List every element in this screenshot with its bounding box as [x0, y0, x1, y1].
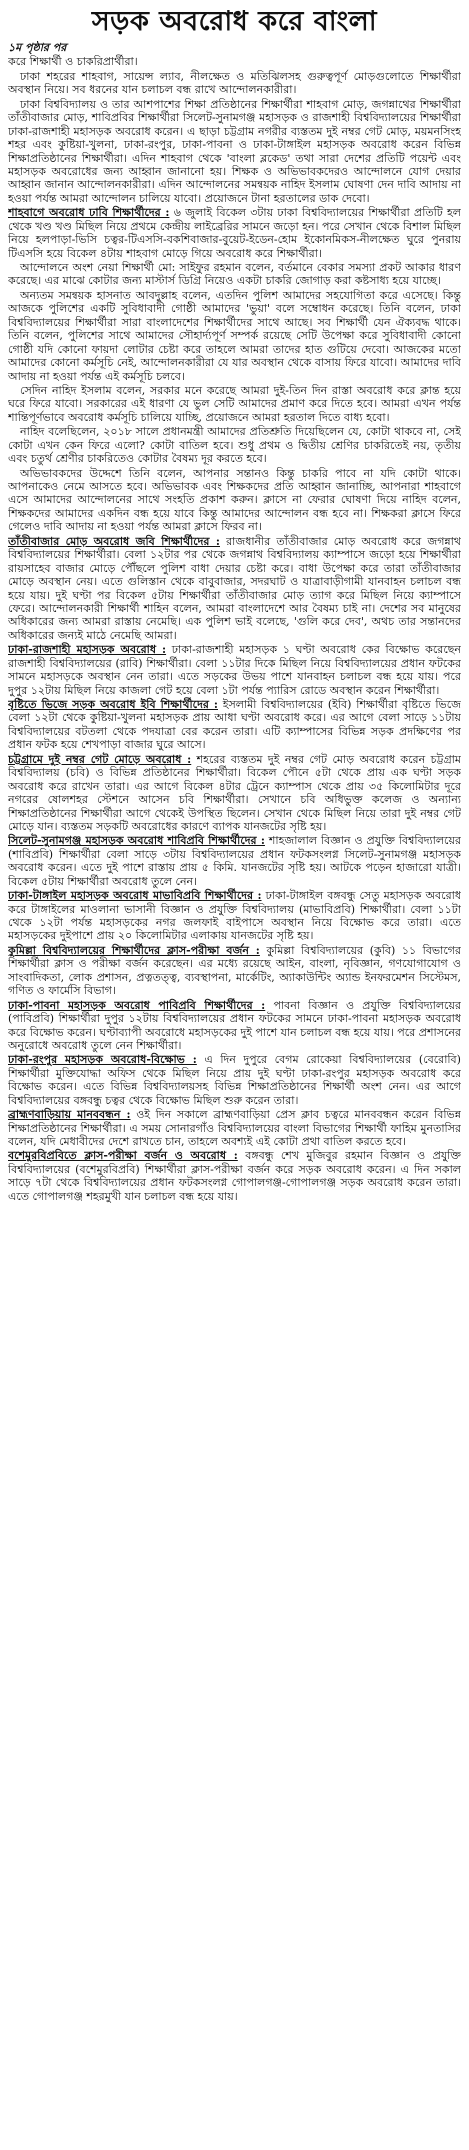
paragraph: ঢাকা বিশ্ববিদ্যালয় ও তার আশপাশের শিক্ষা প্রতিষ্ঠানের শিক্ষার্থীরা শাহবাগ মোড়, জগন্নাথের শিক্ষার্থীরা তাঁতীবাজার মোড়, শাবিপ্রবির শিক্ষার্থীরা সিলেট-সুনামগঞ্জ মহাসড়ক ও রাজশাহী বিশ্ববিদ্যালয়ের শিক্ষার্থীরা ঢাকা-রাজশাহী মহাসড়ক অবরোধ করেন। এ ছাড়া চট্টগ্রাম নগরীর ব্যস্ততম দুই নম্বর গেট মোড়, ময়মনসিংহ শহর এবং কুষ্টিয়া-খুলনা, ঢাকা-রংপুর, ঢাকা-পাবনা ও ঢাকা-টাঙ্গাইল মহাসড়ক অবরোধ করেন বিভিন্ন শিক্ষাপ্রতিষ্ঠানের শিক্ষার্থীরা। এদিন শাহবাগ থেকে 'বাংলা ব্লকেড' তথা সারা দেশের প্রতিটি পয়েন্ট এবং মহাসড়ক অবরোধের জন্য আহ্বান জানানো হয়। শিক্ষক ও অভিভাবকদেরও আন্দোলনে যোগ দেয়ার আহ্বান জানান আন্দোলনকারীরা। এদিন আন্দোলনের সমন্বয়ক নাহিদ ইসলাম ঘোষণা দেন দাবি আদায় না হওয়া পর্যন্ত আমরা আন্দোলন চালিয়ে যাবো। প্রয়োজনে টানা হরতালের ডাক দেবো। — [8, 97, 461, 205]
article-body — [8, 41, 461, 1204]
section-mbstu — [8, 889, 461, 943]
paragraph: বিশ্ববিদ্যালয়ের (বেরোবি) শিক্ষার্থীরা মুক্তিযোদ্ধা অফিস থেকে মিছিল নিয়ে প্রায় দুই ঘণ্টা ঢাকা-রংপুর মহাসড়ক অবরোধ করে বিক্ষোভ করেন। এতে বিভিন্ন বিশ্ববিদ্যালয়সহ বিভিন্ন শিক্ষাপ্রতিষ্ঠানের শিক্ষার্থী অংশ নেন। এর আগে বিশ্ববিদ্যালয়ের বঙ্গবন্ধু চত্বর থেকে বিক্ষোভ মিছিল শুরু করেন তারা। — [8, 1053, 461, 1107]
subheading: সিলেট-সুনামগঞ্জ মহাসড়ক অবরোধ শাবিপ্রবি শিক্ষার্থীদের : — [8, 834, 265, 848]
subheading-lead: এ দিন দুপুরে বেগম রোকেয়া — [204, 1053, 342, 1067]
subheading: শাহবাগে অবরোধ ঢাবি শিক্ষার্থীদের : — [8, 206, 170, 220]
paragraph: বিজ্ঞান ও প্রযুক্তি বিশ্ববিদ্যালয়ের (বশেমুরবিপ্রবি) শিক্ষার্থীরা ক্লাস-পরীক্ষা বর্জন করে সড়ক অবরোধ করেন। এ দিন সকাল সাড়ে ৭টা থেকে বিশ্ববিদ্যালয়ের প্রধান ফটকসংলগ্ন গোপালগঞ্জ-গোপালগঞ্জ সড়ক অবরোধ করেন তারা। এতে গোপালগঞ্জ শহরমুখী যান চলাচল বন্ধ হয়ে যায়। — [8, 1149, 461, 1203]
subheading: ঢাকা-রংপুর মহাসড়ক অবরোধ-বিক্ষোভ : — [8, 1053, 197, 1067]
subheading-lead: ওই দিন সকালে ব্রাহ্মণবাড়িয়া প্রেস ক্লাব চত্বরে — [136, 1108, 349, 1122]
subheading-lead: ঢাকা-রাজশাহী মহাসড়ক ১ ঘণ্টা অবরোধ — [171, 643, 356, 657]
paragraph: সেদিন নাহিদ ইসলাম বলেন, সরকার মনে করেছে আমরা দুই-তিন দিন রাস্তা অবরোধ করে ক্লান্ত হয়ে ঘরে ফিরে যাবো। সরকারের এই ধারণা যে ভুল সেটি আমাদের প্রমাণ করে দিতে হবে। আমরা এখন পর্যন্ত শান্তিপূর্ণভাবে অবরোধ কর্মসূচি চালিয়ে যাচ্ছি, প্রয়োজনে আমরা হরতাল দিতে বাধ্য হবো। — [8, 383, 461, 424]
paragraph: আন্দোলনে অংশ নেয়া শিক্ষার্থী মো: সাইফুর রহমান বলেন, বর্তমানে বেকার সমস্যা প্রকট আকার ধারণ করেছে। এর মাঝে কোটার জন্য মাস্টার্স ডিগ্রি নিয়েও একটা চাকরি জোগাড় করা কষ্টসাধ্য হয়ে যাচ্ছে। — [8, 261, 461, 288]
continuation-label: ১ম পৃষ্ঠার পর — [8, 41, 67, 54]
paragraph: বঙ্গবন্ধু সেতু মহাসড়ক অবরোধ করে টাঙ্গাইলের মাওলানা ভাসানী বিজ্ঞান ও প্রযুক্তি বিশ্ববিদ্যালয় (মাভাবিপ্রবি) শিক্ষার্থীরা। বেলা ১১টা থেকে ১২টা পর্যন্ত মহাসড়কের নগর জলফাই বাইপাসে অবস্থান নিয়ে বিক্ষোভ করে তারা। এতে মহাসড়কের দুইপাশে প্রায় ২০ কিলোমিটার এলাকায় যানজটের সৃষ্টি হয়। — [8, 889, 461, 943]
section-bsmrstu — [8, 1149, 461, 1203]
paragraph: অভিভাবকদের উদ্দেশে তিনি বলেন, আপনার সন্তানও কিন্তু চাকরি পাবে না যদি কোটা থাকে। আপনাকেও নেমে আসতে হবে। অভিভাবক এবং শিক্ষকদের প্রতি আহ্বান জানাচ্ছি, আপনারা শাহবাগে এসে আমাদের আন্দোলনের সাথে সংহতি প্রকাশ করুন। ক্লাসে না ফেরার ঘোষণা দিয়ে নাহিদ বলেন, শিক্ষকদের আমাদের একদিন বন্ধ হয়ে যাবে কিন্তু আমাদের আন্দোলন বন্ধ হবে না। শিক্ষকরা ক্লাসে ফিরে গেলেও দাবি আদায় না হওয়া পর্যন্ত আমরা ক্লাসে ফিরব না। — [8, 466, 461, 534]
subheading: ব্রাহ্মণবাড়িয়ায় মানববন্ধন : — [8, 1108, 131, 1122]
paragraph: (কুবি) ১১ বিভাগের শিক্ষার্থীরা ক্লাস ও পরীক্ষা বর্জন করেছেন। এর মধ্যে রয়েছে আইন, বাংলা, নৃবিজ্ঞান, গণযোগাযোগ ও সাংবাদিকতা, লোক প্রশাসন, প্রত্নতত্ত্ব, ব্যবস্থাপনা, মার্কেটিং, অ্যাকাউন্টিং অ্যান্ড ইনফরমেশন সিস্টেমস, গণিত ও ফার্মেসি বিভাগ। — [8, 943, 461, 998]
section-ctg — [8, 753, 461, 834]
subheading-lead: ঢাকা-টাঙ্গাইল — [265, 889, 324, 903]
paragraph: নাহিদ বলেছিলেন, ২০১৮ সালে প্রধানমন্ত্রী আমাদের প্রতিশ্রুতি দিয়েছিলেন যে, কোটা থাকবে না, সেই কোটা এখন কেন ফিরে এলো? কোটা বাতিল হবে। শুধু প্রথম ও দ্বিতীয় শ্রেণির চাকরিতেই নয়, তৃতীয় এবং চতুর্থ শ্রেণীর চাকরিতেও কোটার বৈষম্য দূর করতে হবে। — [8, 425, 461, 466]
paragraph: বিশ্ববিদ্যালয় (চবি) ও বিভিন্ন প্রতিষ্ঠানের শিক্ষার্থীরা। বিকেল পৌনে ৫টা থেকে প্রায় এক ঘণ্টা সড়ক অবরোধ করে রাখেন তারা। এর আগে বিকেল ৪টার ট্রেনে ক্যাম্পাস থেকে প্রায় ৩৫ কিলোমিটার দূরে নগরের ষোলশহর স্টেশনে আসেন চবি শিক্ষার্থীরা। সেখানে চবি অধিভুক্ত কলেজ ও অন্যান্য শিক্ষাপ্রতিষ্ঠানের শিক্ষার্থীরা আগে থেকেই উপস্থিত ছিলেন। সেখান থেকে মিছিল নিয়ে তারা দুই নম্বর গেট মোড়ে যান। ব্যস্ততম সড়কটি অবরোধের কারণে ব্যাপক যানজটের সৃষ্টি হয়। — [8, 766, 461, 833]
subheading: কুমিল্লা বিশ্ববিদ্যালয়ের শিক্ষার্থীদের ক্লাস-পরীক্ষা বর্জন : — [8, 943, 260, 957]
headline: সড়ক অবরোধ করে বাংলা — [91, 6, 378, 37]
subheading: ঢাকা-টাঙ্গাইল মহাসড়ক অবরোধ মাভাবিপ্রবি শিক্ষার্থীদের : — [8, 889, 262, 903]
paragraph: বিশ্ববিদ্যালয়ের শিক্ষার্থীরা। বেলা ১২টার পর থেকে জগন্নাথ বিশ্ববিদ্যালয় ক্যাম্পাসে জড়ো হয়ে শিক্ষার্থীরা রায়সাহেব বাজার মোড়ে পৌঁছলে পুলিশ বাধা দেয়ার চেষ্টা করে। বাধা উপেক্ষা করে তারা তাঁতীবাজার মোড়ে অবস্থান নেয়। এতে গুলিস্তান থেকে বাবুবাজার, সদরঘাট ও যাত্রাবাড়ীগামী যানবাহন চলাচল বন্ধ হয়ে যায়। দুই ঘণ্টা পর বিকেল ৫টায় শিক্ষার্থীরা তাঁতীবাজার মোড় ত্যাগ করে মিছিল নিয়ে ক্যাম্পাসে ফেরে। আন্দোলনকারী শিক্ষার্থী শাহিন বলেন, আমরা বাংলাদেশে আর বৈষম্য চাই না। দেশের সব মানুষের অধিকারের জন্য আমরা রাস্তায় নেমেছি। এক পুলিশ ভাই বলেছে, 'গুলি করে দেব', অথচ তার সন্তানদের অধিকারের জন্যই মাঠে নেমেছি আমরা। — [8, 548, 461, 642]
subheading: ঢাকা-রাজশাহী মহাসড়ক অবরোধ : — [8, 643, 167, 657]
section-brur — [8, 1053, 461, 1107]
paragraph: ও প্রযুক্তি বিশ্ববিদ্যালয়ের (শাবিপ্রবি) শিক্ষার্থীরা বেলা সাড়ে ৩টায় বিশ্ববিদ্যালয়ের প্রধান ফটকসংলগ্ন সিলেট-সুনামগঞ্জ মহাসড়ক অবরোধ করেন। এতে দুই পাশে রাস্তায় প্রায় ৫ কিমি. যানজটের সৃষ্টি হয়। আটকে পড়েন হাজারো যাত্রী। বিকেল ৫টায় শিক্ষার্থীরা অবরোধ তুলে নেন। — [8, 834, 461, 888]
subheading: চট্টগ্রামে দুই নম্বর গেট মোড়ে অবরোধ : — [8, 752, 192, 766]
subheading-lead: শহরের ব্যস্ততম দুই নম্বর গেট মোড় অবরোধ করেন চট্টগ্রাম — [196, 752, 461, 766]
subheading: বৃষ্টিতে ভিজে সড়ক অবরোধ ইবি শিক্ষার্থীদের : — [8, 698, 218, 711]
paragraph: করে শিক্ষার্থী ও চাকরিপ্রার্থীরা। — [8, 55, 138, 69]
subheading-lead: রাজধানীর তাঁতীবাজার মোড় অবরোধ করে জগন্নাথ — [226, 534, 461, 548]
section-shahbag — [8, 206, 461, 260]
paragraph: মানববন্ধন করেন বিভিন্ন শিক্ষাপ্রতিষ্ঠানের শিক্ষার্থীরা। এ সময় সোনারগাঁও বিশ্ববিদ্যালয়ের বাংলা বিভাগের শিক্ষার্থী ফাহিম মুনতাসির বলেন, যদি মেধাবীদের দেশে রাখতে চান, তাহলে অবশ্যই এই কোটা প্রথা বাতিল করতে হবে। — [8, 1108, 461, 1148]
section-tatibazar — [8, 535, 461, 643]
paragraph: কের বিক্ষোভ করেছেন রাজশাহী বিশ্ববিদ্যালয়ের (রাবি) শিক্ষার্থীরা। বেলা ১১টার দিকে মিছিল নিয়ে বিশ্ববিদ্যালয়ের প্রধান ফটকের সামনে মহাসড়কে অবস্থান নেন তারা। এতে সড়কের উভয় পাশে যানবাহন চলাচল বন্ধ হয়ে যায়। পরে দুপুর ১২টায় মিছিল নিয়ে কাজলা গেট হয়ে বেলা ১টা পর্যন্ত প্যারিস রোডে অবস্থান করেন শিক্ষার্থীরা। — [8, 643, 461, 697]
subheading: তাঁতীবাজার মোড় অবরোধ জবি শিক্ষার্থীদের : — [8, 534, 220, 548]
continuation-line — [8, 41, 461, 54]
section-cou — [8, 944, 461, 998]
subheading: ঢাকা-পাবনা মহাসড়ক অবরোধ পাবিপ্রবি শিক্ষার্থীদের : — [8, 998, 266, 1012]
paragraph: বিশ্ববিদ্যালয়ের (পাবিপ্রবি) শিক্ষার্থীরা দুপুর ১২টায় বিশ্ববিদ্যালয়ের প্রধান ফটকের সামনে ঢাকা-পাবনা মহাসড়ক অবরোধ করে বিক্ষোভ করেন। ঘণ্টাব্যাপী অবরোধে মহাসড়কের দুই পাশে যান চলাচল বন্ধ হয়ে যায়। পরে প্রশাসনের অনুরোধে অবরোধ তুলে নেন শিক্ষার্থীরা। — [8, 998, 461, 1052]
paragraph: শিক্ষার্থীরা বৃষ্টিতে ভিজে বেলা ১২টা থেকে কুষ্টিয়া-খুলনা মহাসড়ক প্রায় আধা ঘণ্টা অবরোধ করে। এর আগে বেলা সাড়ে ১১টায় বিশ্ববিদ্যালয়ের বটতলা থেকে পদযাত্রা বের করেন তারা। এটি ক্যাম্পাসের বিভিন্ন সড়ক প্রদক্ষিণের পর প্রধান ফটক হয়ে শেখপাড়া বাজার ঘুরে আসে। — [8, 698, 461, 752]
paragraph: অন্যতম সমন্বয়ক হাসনাত আবদুল্লাহ বলেন, এতদিন পুলিশ আমাদের সহযোগিতা করে এসেছে। কিন্তু আজকে পুলিশের একটি সুবিধাবাদী গোষ্ঠী আমাদের 'ভুয়া' বলে সম্বোধন করেছে। তিনি বলেন, ঢাকা বিশ্ববিদ্যালয়ের শিক্ষার্থীরা সারা বাংলাদেশের শিক্ষার্থীদের সাথে আছে। সব শিক্ষার্থী যেন ঐক্যবদ্ধ থাকে। তিনি বলেন, পুলিশের সাথে আমাদের সৌহার্দ্যপূর্ণ সম্পর্ক রয়েছে সেটি উপেক্ষা করে সুবিধাবাদী কোনো গোষ্ঠী যদি কোনো ফায়দা লোটার চেষ্টা করে তাহলে আমরা তাদের হাত গুটিয়ে দেবো। আজকের মতো আমাদের কোনো কর্মসূচি নেই, আন্দোলনকারীরা যে যার অবস্থান থেকে বাসায় ফিরে যাবো। আমাদের দাবি আদায় না হওয়া পর্যন্ত এই কর্মসূচি চলবে। — [8, 288, 461, 383]
subheading-lead: ৬ জুলাই বিকেল ৩টায় ঢাকা — [173, 206, 298, 220]
section-sust — [8, 834, 461, 888]
subheading-lead: পাবনা বিজ্ঞান ও প্রযুক্তি — [273, 998, 391, 1012]
paragraph: বিশ্ববিদ্যালয়ের শিক্ষার্থীরা প্রতিটি হল থেকে খণ্ড খণ্ড মিছিল নিয়ে প্রথমে কেন্দ্রীয় লাইব্রেরির সামনে জড়ো হন। পরে সেখান থেকে বিশাল মিছিল নিয়ে হলপাড়া-ভিসি চত্বর-টিএসসি-বকশিবাজার-বুয়েট-ইডেন-হোম ইকোনমিকস-নীলক্ষেত ঘুরে পুনরায় টিএসসি হয়ে বিকেল ৪টায় শাহবাগ মোড়ে গিয়ে অবরোধ করে শিক্ষার্থীরা। — [8, 206, 461, 260]
subheading-lead: কুমিল্লা বিশ্ববিদ্যালয়ের — [266, 943, 364, 957]
subheading-lead: ইসলামী বিশ্ববিদ্যালয়ের (ইবি) — [222, 698, 352, 711]
subheading-lead: শাহজালাল বিজ্ঞান — [268, 834, 351, 848]
section-pust — [8, 999, 461, 1053]
section-rajshahi — [8, 643, 461, 697]
subheading-lead: বঙ্গবন্ধু শেখ মুজিবুর রহমান — [245, 1149, 373, 1163]
section-bbaria — [8, 1108, 461, 1148]
subheading: বশেমুরবিপ্রবিতে ক্লাস-পরীক্ষা বর্জন ও অবরোধ : — [8, 1149, 238, 1163]
section-ibi — [8, 698, 461, 752]
paragraph: ঢাকা শহরের শাহবাগ, সায়েন্স ল্যাব, নীলক্ষেত ও মতিঝিলসহ গুরুত্বপূর্ণ মোড়গুলোতে শিক্ষার্থীরা অবস্থান নিয়ে। সব ধরনের যান চলাচল বন্ধ রাখে আন্দোলনকারীরা। — [8, 69, 461, 97]
